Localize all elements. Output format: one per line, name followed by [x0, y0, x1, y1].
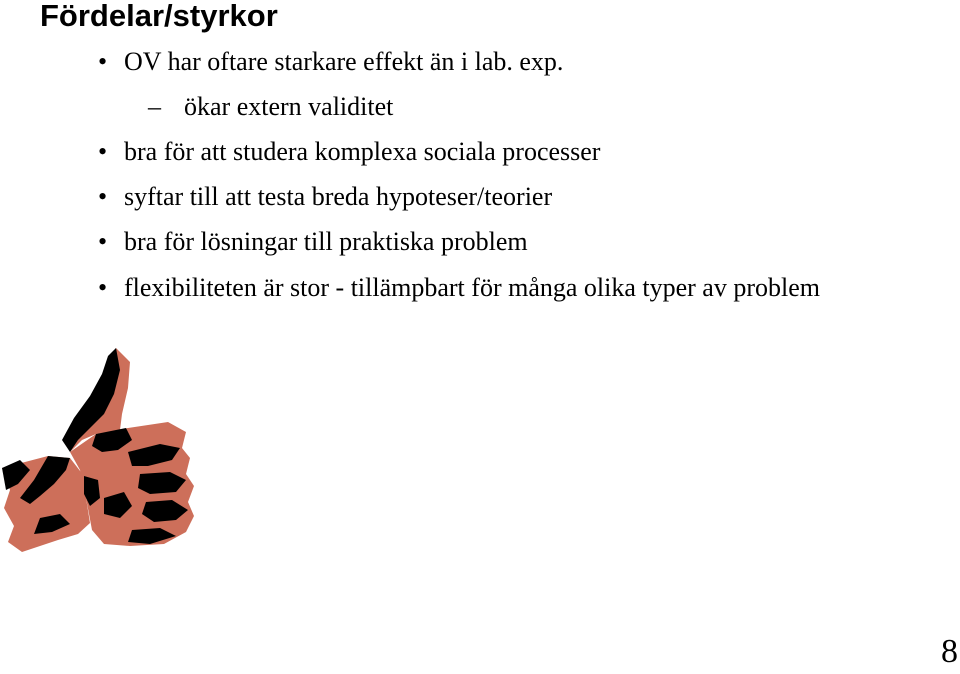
bullet-item: [98, 179, 553, 215]
bullet-text: bra för att studera komplexa sociala processer: [124, 137, 601, 166]
slide-title: Fördelar/styrkor: [40, 0, 278, 33]
thumbs-up-icon: [0, 348, 200, 553]
bullet-mark: •: [98, 182, 108, 211]
bullet-text: syftar till att testa breda hypoteser/teorier: [124, 182, 553, 211]
bullet-mark: •: [98, 273, 108, 302]
bullet-item: [98, 269, 864, 306]
sub-bullet-text: ökar extern validitet: [184, 92, 394, 121]
bullet-mark: •: [98, 137, 108, 166]
bullet-item: [98, 224, 528, 260]
bullet-mark: •: [98, 47, 108, 76]
sub-bullet-mark: –: [148, 92, 161, 121]
bullet-mark: •: [98, 227, 108, 256]
bullet-item: [98, 134, 601, 170]
page-number: 8: [941, 633, 958, 670]
bullet-item: [98, 44, 564, 80]
bullet-text: flexibiliteten är stor - tillämpbart för många olika typer av problem: [124, 273, 820, 302]
sub-bullet-item: [148, 89, 394, 125]
bullet-text: bra för lösningar till praktiska problem: [124, 227, 528, 256]
bullet-text: OV har oftare starkare effekt än i lab. exp.: [124, 47, 564, 76]
